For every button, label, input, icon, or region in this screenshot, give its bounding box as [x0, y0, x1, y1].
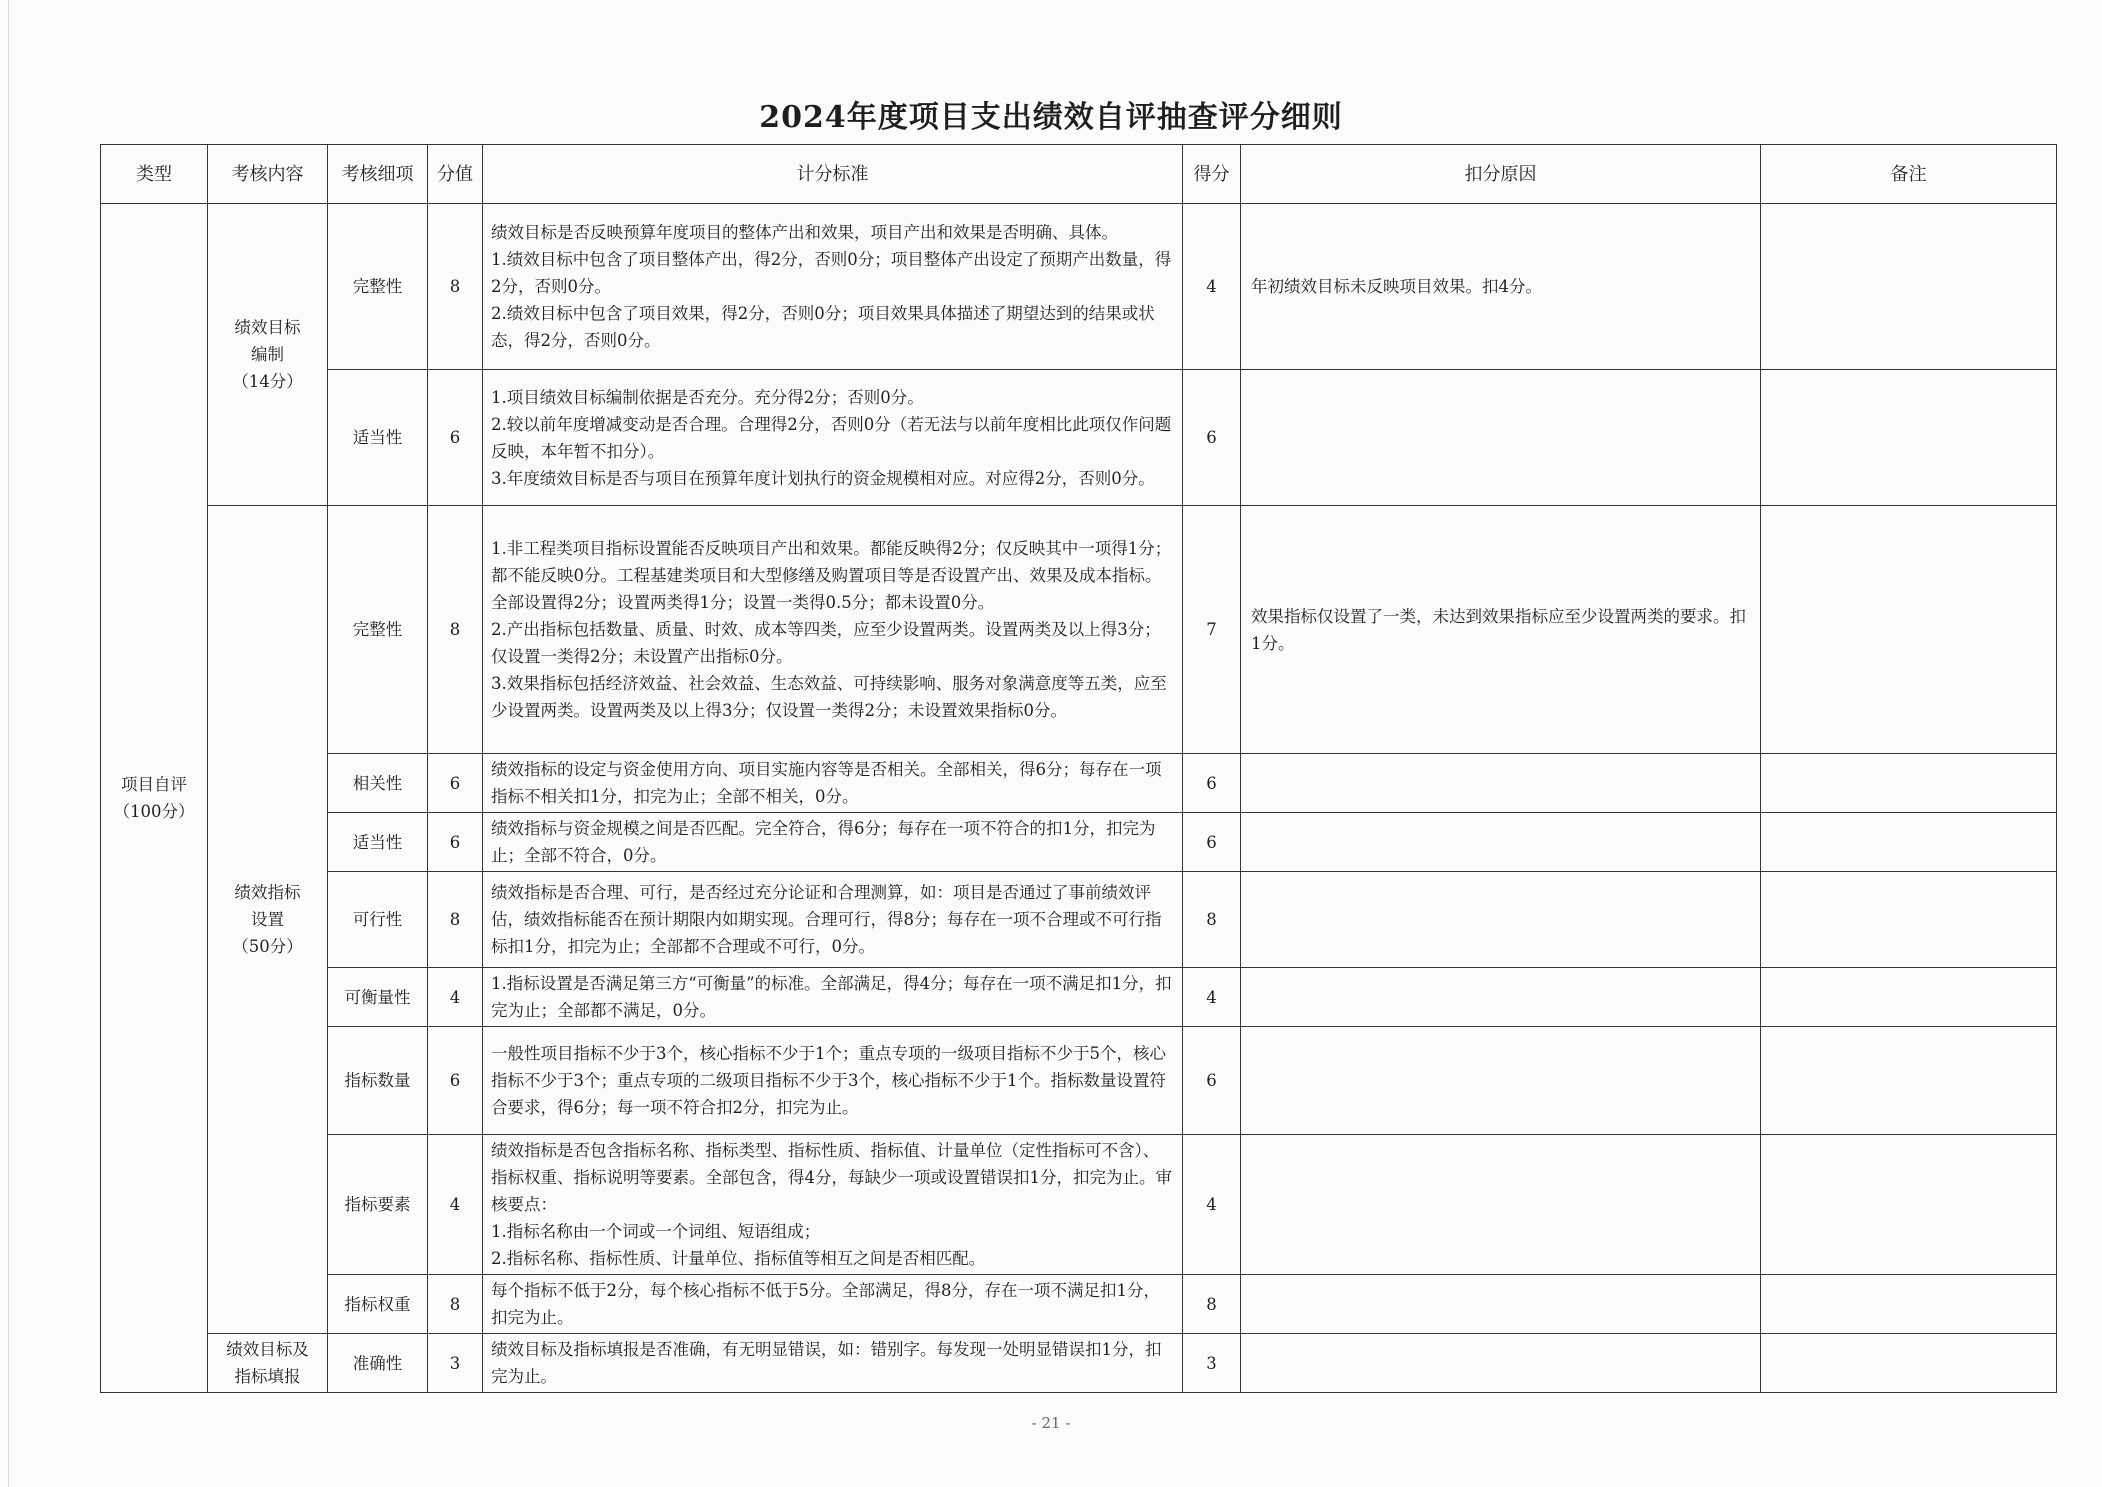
standard-line: 一般性项目指标不少于3个，核心指标不少于1个；重点专项的一级项目指标不少于5个，核心指标不少于3个；重点专项的二级项目指标不少于3个，核心指标不少于1个。指标数量设置符合要求，得6分；每一项不符合扣2分，扣完为止。 [491, 1044, 1166, 1117]
value-cell: 8 [428, 1275, 483, 1334]
reason-cell [1241, 754, 1761, 813]
page-edge-line [8, 0, 9, 1487]
remark-cell [1761, 1334, 2057, 1393]
table-row [101, 370, 2057, 506]
standard-line: 绩效指标的设定与资金使用方向、项目实施内容等是否相关。全部相关，得6分；每存在一项指标不相关扣1分，扣完为止；全部不相关，0分。 [491, 760, 1162, 806]
score-cell: 4 [1183, 204, 1241, 370]
reason-cell: 效果指标仅设置了一类，未达到效果指标应至少设置两类的要求。扣1分。 [1241, 506, 1761, 754]
score-cell: 6 [1183, 813, 1241, 872]
score-cell: 4 [1183, 968, 1241, 1027]
item-cell: 准确性 [328, 1334, 428, 1393]
header-reason: 扣分原因 [1241, 145, 1761, 204]
standard-line: 1.指标设置是否满足第三方“可衡量”的标准。全部满足，得4分；每存在一项不满足扣1分，扣完为止；全部都不满足，0分。 [491, 974, 1172, 1020]
remark-cell [1761, 506, 2057, 754]
value-cell: 8 [428, 506, 483, 754]
table-row [101, 872, 2057, 968]
remark-cell [1761, 1275, 2057, 1334]
content-cell: 绩效指标 设置 （50分） [208, 506, 328, 1334]
reason-cell [1241, 1027, 1761, 1135]
document-title: 2024年度项目支出绩效自评抽查评分细则 [759, 100, 1343, 135]
remark-cell [1761, 813, 2057, 872]
header-content: 考核内容 [208, 145, 328, 204]
standard-cell [483, 968, 1183, 1027]
score-cell: 6 [1183, 370, 1241, 506]
value-cell: 8 [428, 204, 483, 370]
table-header-row [101, 145, 2057, 204]
standard-line: 绩效指标是否合理、可行，是否经过充分论证和合理测算，如：项目是否通过了事前绩效评估，绩效指标能否在预计期限内如期实现。合理可行，得8分；每存在一项不合理或不可行指标扣1分，扣完为止；全部都不合理或不可行，0分。 [491, 883, 1162, 956]
item-cell: 完整性 [328, 506, 428, 754]
header-type: 类型 [101, 145, 208, 204]
score-cell: 6 [1183, 1027, 1241, 1135]
standard-cell [483, 1275, 1183, 1334]
standard-line: 2.较以前年度增减变动是否合理。合理得2分，否则0分（若无法与以前年度相比此项仅作问题反映，本年暂不扣分）。 [491, 414, 1172, 461]
standard-line: 绩效目标是否反映预算年度项目的整体产出和效果，项目产出和效果是否明确、具体。 [491, 223, 1118, 242]
remark-cell [1761, 370, 2057, 506]
header-value: 分值 [428, 145, 483, 204]
remark-cell [1761, 204, 2057, 370]
score-cell: 7 [1183, 506, 1241, 754]
table-row [101, 204, 2057, 370]
standard-line: 1.绩效目标中包含了项目整体产出，得2分，否则0分；项目整体产出设定了预期产出数量，得2分，否则0分。 [491, 250, 1172, 296]
reason-cell: 年初绩效目标未反映项目效果。扣4分。 [1241, 204, 1761, 370]
header-item: 考核细项 [328, 145, 428, 204]
standard-cell [483, 1135, 1183, 1275]
header-standard: 计分标准 [483, 145, 1183, 204]
item-cell: 适当性 [328, 370, 428, 506]
score-cell: 8 [1183, 872, 1241, 968]
score-cell: 3 [1183, 1334, 1241, 1393]
standard-line: 1.非工程类项目指标设置能否反映项目产出和效果。都能反映得2分；仅反映其中一项得1分；都不能反映0分。工程基建类项目和大型修缮及购置项目等是否设置产出、效果及成本指标。全部设置得2分；设置两类得1分；设置一类得0.5分；都未设置0分。 [491, 539, 1172, 612]
reason-cell [1241, 1334, 1761, 1393]
remark-cell [1761, 968, 2057, 1027]
scoring-rules-table [100, 144, 2057, 1393]
value-cell: 4 [428, 1135, 483, 1275]
standard-cell [483, 1027, 1183, 1135]
page-number: - 21 - [1031, 1414, 1071, 1432]
remark-cell [1761, 754, 2057, 813]
standard-cell [483, 1334, 1183, 1393]
reason-cell [1241, 872, 1761, 968]
standard-line: 绩效目标及指标填报是否准确，有无明显错误，如：错别字。每发现一处明显错误扣1分，扣完为止。 [491, 1340, 1162, 1386]
standard-cell [483, 813, 1183, 872]
header-remark: 备注 [1761, 145, 2057, 204]
reason-cell [1241, 968, 1761, 1027]
standard-cell [483, 204, 1183, 370]
value-cell: 4 [428, 968, 483, 1027]
table-row [101, 1334, 2057, 1393]
reason-cell [1241, 370, 1761, 506]
standard-line: 2.绩效目标中包含了项目效果，得2分，否则0分；项目效果具体描述了期望达到的结果或状态，得2分，否则0分。 [491, 304, 1155, 350]
score-cell: 6 [1183, 754, 1241, 813]
item-cell: 相关性 [328, 754, 428, 813]
item-cell: 指标要素 [328, 1135, 428, 1275]
remark-cell [1761, 1135, 2057, 1275]
table-row [101, 1027, 2057, 1135]
standard-line: 2.指标名称、指标性质、计量单位、指标值等相互之间是否相匹配。 [491, 1249, 986, 1268]
standard-line: 3.年度绩效目标是否与项目在预算年度计划执行的资金规模相对应。对应得2分，否则0分。 [491, 468, 1155, 488]
standard-line: 3.效果指标包括经济效益、社会效益、生态效益、可持续影响、服务对象满意度等五类，应至少设置两类。设置两类及以上得3分；仅设置一类得2分；未设置效果指标0分。 [491, 674, 1167, 720]
remark-cell [1761, 872, 2057, 968]
table-row [101, 1135, 2057, 1275]
standard-line: 1.指标名称由一个词或一个词组、短语组成； [491, 1222, 821, 1241]
item-cell: 适当性 [328, 813, 428, 872]
table-row [101, 813, 2057, 872]
standard-line: 绩效指标是否包含指标名称、指标类型、指标性质、指标值、计量单位（定性指标可不含）、指标权重、指标说明等要素。全部包含，得4分，每缺少一项或设置错误扣1分，扣完为止。审核要点： [491, 1141, 1172, 1214]
standard-line: 每个指标不低于2分，每个核心指标不低于5分。全部满足，得8分，存在一项不满足扣1分，扣完为止。 [491, 1281, 1160, 1327]
header-score: 得分 [1183, 145, 1241, 204]
item-cell: 指标权重 [328, 1275, 428, 1334]
standard-cell [483, 872, 1183, 968]
table-row [101, 1275, 2057, 1334]
table-row [101, 754, 2057, 813]
value-cell: 6 [428, 813, 483, 872]
item-cell: 完整性 [328, 204, 428, 370]
table-row [101, 506, 2057, 754]
standard-line: 2.产出指标包括数量、质量、时效、成本等四类，应至少设置两类。设置两类及以上得3分；仅设置一类得2分；未设置产出指标0分。 [491, 620, 1161, 666]
table-row [101, 968, 2057, 1027]
content-cell: 绩效目标及 指标填报 [208, 1334, 328, 1393]
reason-cell [1241, 1275, 1761, 1334]
value-cell: 8 [428, 872, 483, 968]
item-cell: 指标数量 [328, 1027, 428, 1135]
value-cell: 6 [428, 754, 483, 813]
standard-line: 绩效指标与资金规模之间是否匹配。完全符合，得6分；每存在一项不符合的扣1分，扣完为止；全部不符合，0分。 [491, 819, 1156, 865]
value-cell: 3 [428, 1334, 483, 1393]
standard-cell [483, 506, 1183, 754]
item-cell: 可衡量性 [328, 968, 428, 1027]
type-cell: 项目自评 （100分） [101, 204, 208, 1393]
item-cell: 可行性 [328, 872, 428, 968]
remark-cell [1761, 1027, 2057, 1135]
reason-cell [1241, 1135, 1761, 1275]
standard-cell [483, 754, 1183, 813]
standard-line: 1.项目绩效目标编制依据是否充分。充分得2分；否则0分。 [491, 387, 924, 407]
reason-cell [1241, 813, 1761, 872]
value-cell: 6 [428, 370, 483, 506]
standard-cell [483, 370, 1183, 506]
value-cell: 6 [428, 1027, 483, 1135]
score-cell: 4 [1183, 1135, 1241, 1275]
content-cell: 绩效目标 编制 （14分） [208, 204, 328, 506]
score-cell: 8 [1183, 1275, 1241, 1334]
